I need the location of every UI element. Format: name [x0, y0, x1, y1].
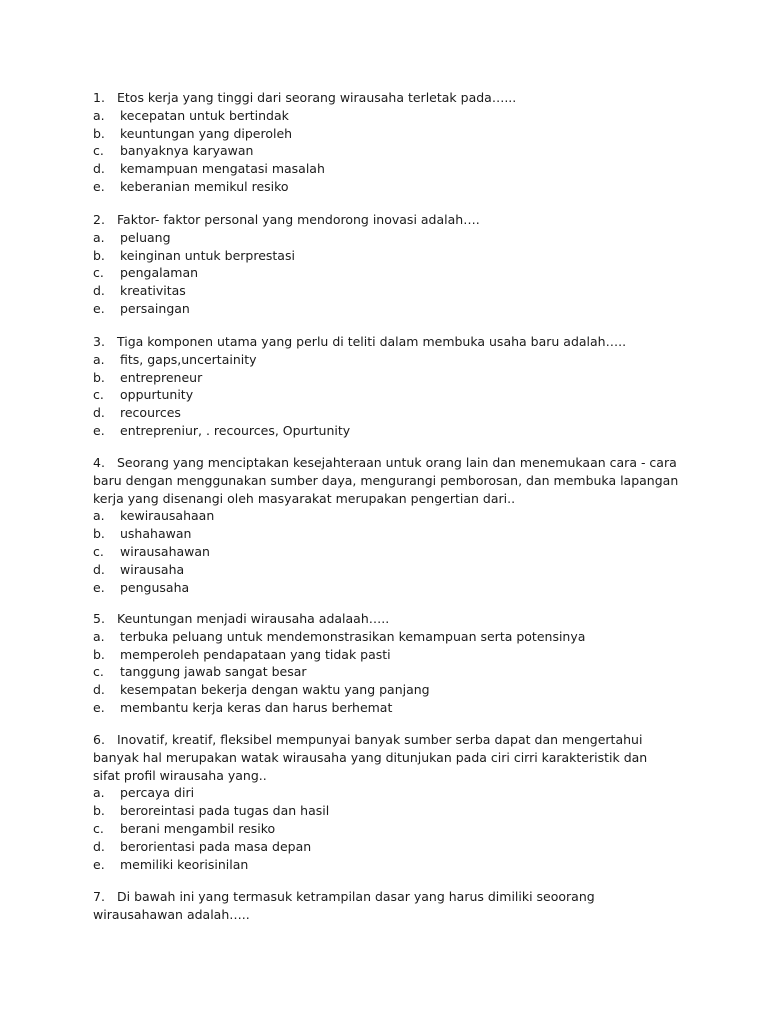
option-text: oppurtunity — [120, 387, 194, 403]
option-text: persaingan — [120, 301, 190, 316]
option-letter: b. — [93, 369, 105, 385]
option-letter: d. — [93, 682, 105, 698]
option-letter: c. — [93, 544, 104, 559]
question-text: Di bawah ini yang termasuk ketrampilan dasar yang harus dimiliki seoorang — [117, 889, 595, 904]
option-text: keinginan untuk berprestasi — [120, 247, 295, 263]
option-letter: e. — [93, 423, 105, 438]
option-letter: e. — [93, 856, 105, 872]
option-text: pengalaman — [120, 265, 199, 281]
question-number: 5. — [93, 611, 105, 626]
option-letter: b. — [93, 125, 105, 141]
option-text: banyaknya karyawan — [120, 143, 254, 159]
option-letter: e. — [93, 179, 105, 194]
option-text: kemampuan mengatasi masalah — [120, 161, 325, 177]
option-letter: c. — [93, 387, 104, 403]
option-letter: a. — [93, 351, 105, 367]
option-text: kecepatan untuk bertindak — [120, 107, 289, 123]
option-letter: c. — [93, 664, 104, 680]
option-text: ushahawan — [120, 526, 192, 542]
question-number: 1. — [93, 90, 105, 105]
option-letter: e. — [93, 301, 105, 316]
option-text: tanggung jawab sangat besar — [120, 664, 307, 680]
option-text: wirausaha — [120, 561, 185, 577]
option-text: peluang — [120, 229, 171, 245]
option-letter: d. — [93, 838, 105, 854]
option-letter: a. — [93, 628, 105, 644]
option-letter: b. — [93, 803, 105, 819]
option-letter: c. — [93, 265, 104, 281]
option-text: fits, gaps,uncertainity — [120, 351, 257, 367]
question-text: baru dengan menggunakan sumber daya, mengurangi pemborosan, dan membuka lapangan — [93, 472, 679, 488]
option-text: berani mengambil resiko — [120, 821, 276, 836]
question-text: banyak hal merupakan watak wirausaha yang ditunjukan pada ciri cirri karakteristik dan — [93, 749, 648, 765]
question-text: Inovatif, kreatif, fleksibel mempunyai banyak sumber serba dapat dan mengertahui — [117, 732, 643, 747]
option-text: terbuka peluang untuk mendemonstrasikan kemampuan serta potensinya — [120, 628, 586, 644]
option-letter: b. — [93, 646, 105, 662]
question-text: wirausahawan adalah….. — [93, 906, 250, 922]
option-text: wirausahawan — [120, 544, 210, 559]
question-number: 4. — [93, 455, 105, 470]
option-letter: b. — [93, 247, 105, 263]
option-letter: e. — [93, 579, 105, 595]
question-number: 2. — [93, 212, 105, 227]
option-letter: e. — [93, 700, 105, 715]
option-text: memperoleh pendapataan yang tidak pasti — [120, 646, 391, 662]
option-text: berorientasi pada masa depan — [120, 838, 312, 854]
option-text: entrepreneur — [120, 369, 203, 385]
question-number: 3. — [93, 334, 105, 349]
option-letter: d. — [93, 283, 105, 299]
option-letter: d. — [93, 561, 105, 577]
question-text: Tiga komponen utama yang perlu di teliti dalam membuka usaha baru adalah….. — [117, 334, 627, 349]
option-text: membantu kerja keras dan harus berhemat — [120, 700, 393, 715]
option-text: beroreintasi pada tugas dan hasil — [120, 803, 330, 819]
question-text: Keuntungan menjadi wirausaha adalaah….. — [117, 611, 390, 626]
option-text: keuntungan yang diperoleh — [120, 125, 293, 141]
option-letter: a. — [93, 508, 105, 524]
option-text: memiliki keorisinilan — [120, 856, 249, 872]
option-text: recources — [120, 405, 181, 421]
option-text: kewirausahaan — [120, 508, 215, 524]
question-number: 6. — [93, 732, 105, 747]
option-letter: b. — [93, 526, 105, 542]
option-text: kreativitas — [120, 283, 186, 299]
question-text: Faktor- faktor personal yang mendorong inovasi adalah…. — [117, 212, 480, 227]
question-text: Seorang yang menciptakan kesejahteraan untuk orang lain dan menemukaan cara - cara — [117, 455, 677, 470]
question-text: kerja yang disenangi oleh masyarakat merupakan pengertian dari.. — [93, 490, 516, 506]
option-letter: c. — [93, 143, 104, 159]
option-text: entrepreniur, . recources, Opurtunity — [120, 423, 351, 438]
question-text: sifat profil wirausaha yang.. — [93, 767, 267, 783]
option-letter: a. — [93, 785, 105, 801]
question-number: 7. — [93, 889, 105, 904]
option-letter: a. — [93, 229, 105, 245]
option-letter: c. — [93, 821, 104, 836]
option-letter: d. — [93, 161, 105, 177]
option-text: keberanian memikul resiko — [120, 179, 289, 194]
option-letter: a. — [93, 107, 105, 123]
option-text: pengusaha — [120, 579, 190, 595]
option-text: percaya diri — [120, 785, 195, 801]
option-text: kesempatan bekerja dengan waktu yang panjang — [120, 682, 430, 698]
question-text: Etos kerja yang tinggi dari seorang wirausaha terletak pada…... — [117, 90, 517, 105]
option-letter: d. — [93, 405, 105, 421]
